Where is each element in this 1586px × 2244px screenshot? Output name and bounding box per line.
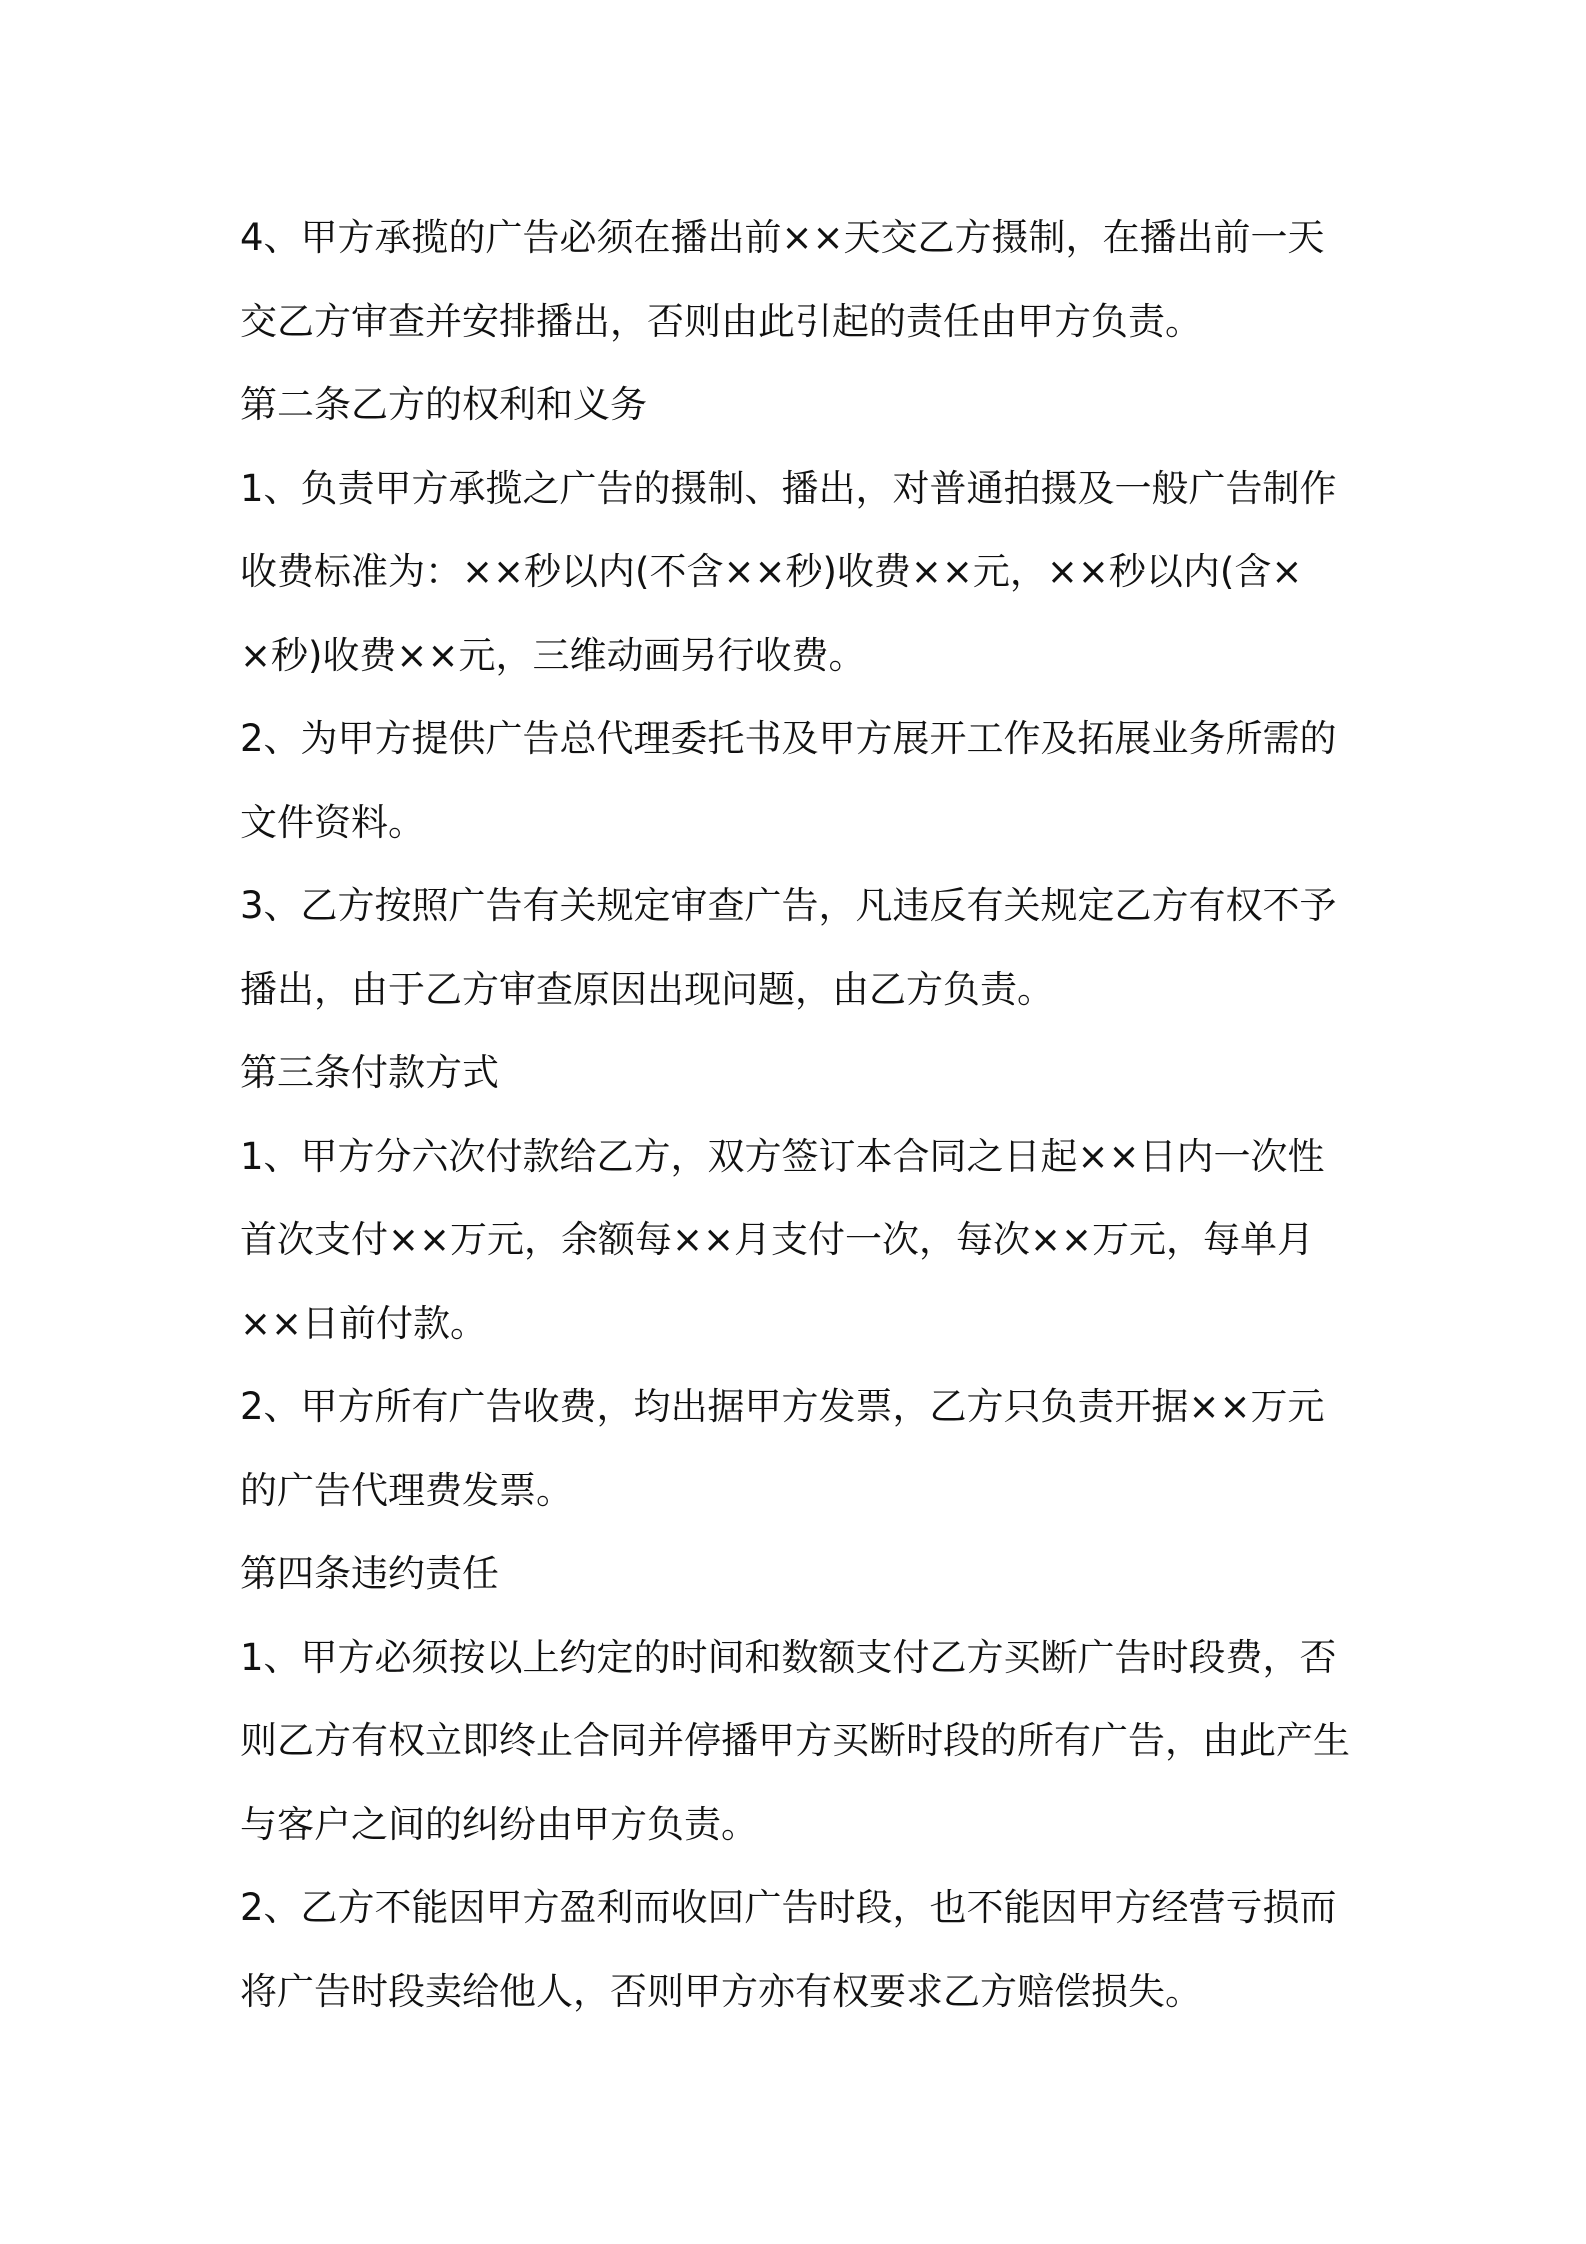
paragraph-line: 1、负责甲方承揽之广告的摄制、播出，对普通拍摄及一般广告制作 — [240, 466, 1337, 510]
paragraph-line: 首次支付××万元，余额每××月支付一次，每次××万元，每单月 — [240, 1218, 1315, 1261]
clause-paragraph — [240, 196, 1360, 363]
section-heading: 第三条付款方式 — [240, 1051, 499, 1094]
section-heading: 第二条乙方的权利和义务 — [240, 383, 647, 426]
paragraph-line: 交乙方审查并安排播出，否则由此引起的责任由甲方负责。 — [240, 299, 1202, 343]
paragraph-line: 播出，由于乙方审查原因出现问题，由乙方负责。 — [240, 967, 1054, 1011]
paragraph-line: 3、乙方按照广告有关规定审查广告，凡违反有关规定乙方有权不予 — [240, 884, 1337, 927]
paragraph-line: 则乙方有权立即终止合同并停播甲方买断时段的所有广告，由此产生 — [240, 1719, 1350, 1762]
paragraph-line: 文件资料。 — [240, 800, 425, 844]
clause-paragraph — [240, 697, 1360, 864]
paragraph-line: 2、为甲方提供广告总代理委托书及甲方展开工作及拓展业务所需的 — [240, 717, 1337, 760]
paragraph-line: 2、甲方所有广告收费，均出据甲方发票，乙方只负责开据××万元 — [240, 1385, 1325, 1428]
paragraph-line: 1、甲方必须按以上约定的时间和数额支付乙方买断广告时段费，否 — [240, 1635, 1337, 1679]
paragraph-line: 4、甲方承揽的广告必须在播出前××天交乙方摄制，在播出前一天 — [240, 216, 1325, 259]
clause-paragraph — [240, 1866, 1360, 2033]
clause-paragraph — [240, 864, 1360, 1031]
paragraph-line: ××日前付款。 — [240, 1301, 488, 1345]
clause-paragraph — [240, 447, 1360, 698]
paragraph-line: 与客户之间的纠纷由甲方负责。 — [240, 1802, 758, 1846]
section-heading: 第四条违约责任 — [240, 1552, 499, 1595]
clause-paragraph — [240, 1115, 1360, 1366]
paragraph-line: 将广告时段卖给他人，否则甲方亦有权要求乙方赔偿损失。 — [240, 1969, 1202, 2013]
clause-paragraph — [240, 1616, 1360, 1867]
paragraph-line: 的广告代理费发票。 — [240, 1468, 573, 1512]
paragraph-line: 1、甲方分六次付款给乙方，双方签订本合同之日起××日内一次性 — [240, 1134, 1325, 1178]
clause-paragraph — [240, 1365, 1360, 1532]
document-body — [240, 196, 1360, 2033]
paragraph-line: ×秒)收费××元，三维动画另行收费。 — [240, 633, 866, 677]
paragraph-line: 收费标准为：××秒以内(不含××秒)收费××元，××秒以内(含× — [240, 550, 1303, 593]
paragraph-line: 2、乙方不能因甲方盈利而收回广告时段，也不能因甲方经营亏损而 — [240, 1886, 1337, 1929]
